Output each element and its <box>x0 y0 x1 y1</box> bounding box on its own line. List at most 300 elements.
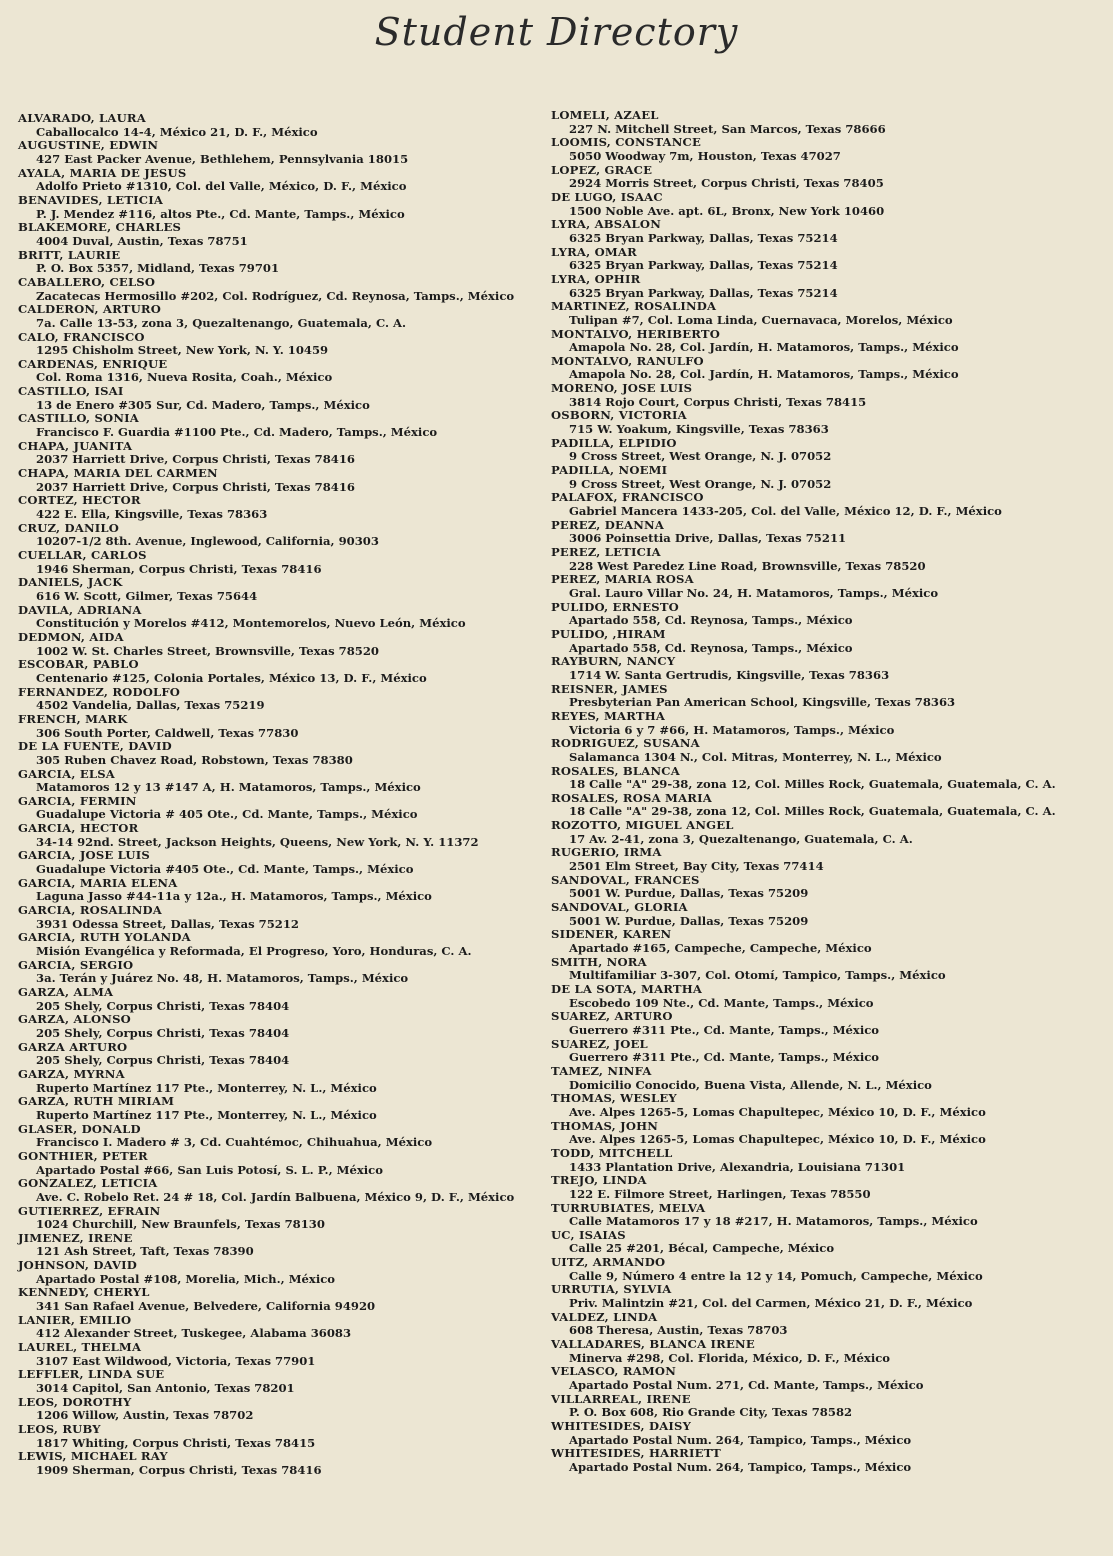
student-address: Apartado Postal #108, Morelia, Mich., México <box>36 1271 336 1286</box>
student-name: PADILLA, ELPIDIO <box>551 435 677 450</box>
directory-entry <box>18 331 514 358</box>
student-address: 2501 Elm Street, Bay City, Texas 77414 <box>569 859 824 874</box>
directory-entry <box>18 385 514 412</box>
student-name: THOMAS, WESLEY <box>551 1091 677 1106</box>
student-name: GONTHIER, PETER <box>18 1148 148 1163</box>
student-name: GONZALEZ, LETICIA <box>18 1176 158 1191</box>
student-address: Ave. C. Robelo Ret. 24 # 18, Col. Jardín Balbuena, México 9, D. F., México <box>36 1189 515 1204</box>
student-address: Presbyterian Pan American School, Kingsville, Texas 78363 <box>569 695 956 710</box>
student-address: Guadalupe Victoria # 405 Ote., Cd. Mante, Tamps., México <box>36 807 418 822</box>
directory-entry <box>551 846 1056 873</box>
directory-entry <box>18 768 514 795</box>
student-address: 5050 Woodway 7m, Houston, Texas 47027 <box>569 148 841 163</box>
directory-entry <box>18 1013 514 1040</box>
student-name: VALDEZ, LINDA <box>551 1309 658 1324</box>
student-name: RODRIGUEZ, SUSANA <box>551 736 700 751</box>
directory-entry <box>551 737 1056 764</box>
student-address: Gabriel Mancera 1433-205, Col. del Valle, México 12, D. F., México <box>569 504 1002 519</box>
student-name: PEREZ, MARIA ROSA <box>551 572 694 587</box>
directory-entry <box>551 300 1056 327</box>
directory-entry <box>551 928 1056 955</box>
student-address: Calle 25 #201, Bécal, Campeche, México <box>569 1241 835 1256</box>
student-name: URRUTIA, SYLVIA <box>551 1282 672 1297</box>
directory-entry <box>551 901 1056 928</box>
directory-entry <box>551 573 1056 600</box>
student-address: Priv. Malintzin #21, Col. del Carmen, México 21, D. F., México <box>569 1296 973 1311</box>
student-name: MARTINEZ, ROSALINDA <box>551 299 717 314</box>
student-name: CALO, FRANCISCO <box>18 329 145 344</box>
directory-entry <box>18 139 514 166</box>
student-name: PEREZ, LETICIA <box>551 545 661 559</box>
student-address: 1500 Noble Ave. apt. 6L, Bronx, New York 10460 <box>569 203 885 218</box>
student-name: KENNEDY, CHERYL <box>18 1285 150 1300</box>
student-name: GARCIA, MARIA ELENA <box>18 875 178 890</box>
student-name: ESCOBAR, PABLO <box>18 657 139 672</box>
directory-entry <box>18 576 514 603</box>
directory-entry <box>551 628 1056 655</box>
student-name: PULIDO, ,HIRAM <box>551 626 666 641</box>
student-address: Apartado Postal Num. 271, Cd. Mante, Tamps., México <box>569 1378 924 1393</box>
student-address: Apartado 558, Cd. Reynosa, Tamps., México <box>569 613 853 628</box>
directory-entry <box>551 1202 1056 1229</box>
student-name: LOOMIS, CONSTANCE <box>551 135 701 150</box>
directory-entry <box>551 491 1056 518</box>
directory-entry <box>551 218 1056 245</box>
student-address: Guerrero #311 Pte., Cd. Mante, Tamps., México <box>569 1050 880 1065</box>
directory-entry <box>18 1232 514 1259</box>
student-address: Ave. Alpes 1265-5, Lomas Chapultepec, México 10, D. F., México <box>569 1132 986 1147</box>
directory-entry <box>551 437 1056 464</box>
directory-entry <box>551 546 1056 573</box>
directory-entry <box>18 412 514 439</box>
directory-entry <box>18 1396 514 1423</box>
student-address: 341 San Rafael Avenue, Belvedere, California 94920 <box>36 1299 376 1314</box>
student-name: ROSALES, ROSA MARIA <box>551 790 712 805</box>
student-name: LYRA, ABSALON <box>551 217 662 232</box>
student-name: BRITT, LAURIE <box>18 247 121 262</box>
student-address: 205 Shely, Corpus Christi, Texas 78404 <box>36 998 290 1013</box>
student-address: Calle Matamoros 17 y 18 #217, H. Matamoros, Tamps., México <box>569 1214 978 1229</box>
directory-entry <box>551 328 1056 355</box>
student-name: SANDOVAL, FRANCES <box>551 872 700 887</box>
student-name: TREJO, LINDA <box>551 1173 647 1188</box>
directory-entry <box>18 1095 514 1122</box>
student-address: 18 Calle "A" 29-38, zona 12, Col. Milles Rock, Guatemala, Guatemala, C. A. <box>569 777 1056 792</box>
directory-entry <box>18 1368 514 1395</box>
student-address: 1206 Willow, Austin, Texas 78702 <box>36 1408 254 1423</box>
student-address: 228 West Paredez Line Road, Brownsville, Texas 78520 <box>569 558 926 573</box>
student-name: OSBORN, VICTORIA <box>551 408 687 423</box>
directory-entry <box>551 983 1056 1010</box>
directory-entry <box>551 710 1056 737</box>
student-name: BENAVIDES, LETICIA <box>18 192 164 207</box>
student-name: LOPEZ, GRACE <box>551 162 653 177</box>
directory-entry <box>551 191 1056 218</box>
student-address: 121 Ash Street, Taft, Texas 78390 <box>36 1244 254 1259</box>
student-name: LOMELI, AZAEL <box>551 108 659 122</box>
directory-entry <box>18 358 514 385</box>
student-name: DEDMON, AIDA <box>18 629 124 644</box>
student-name: GARCIA, JOSE LUIS <box>18 848 150 863</box>
student-address: 5001 W. Purdue, Dallas, Texas 75209 <box>569 886 809 901</box>
directory-entry <box>551 1174 1056 1201</box>
student-name: GARZA, ALMA <box>18 985 114 999</box>
directory-entry <box>551 1283 1056 1310</box>
directory-entry <box>551 601 1056 628</box>
directory-entry <box>18 1205 514 1232</box>
student-address: Apartado Postal #66, San Luis Potosí, S. L. P., México <box>36 1162 383 1177</box>
student-name: PALAFOX, FRANCISCO <box>551 490 704 505</box>
student-name: LEOS, RUBY <box>18 1422 101 1436</box>
student-name: REISNER, JAMES <box>551 681 668 696</box>
student-address: Adolfo Prieto #1310, Col. del Valle, México, D. F., México <box>36 179 407 194</box>
student-address: 122 E. Filmore Street, Harlingen, Texas 78550 <box>569 1186 871 1201</box>
student-name: DE LA FUENTE, DAVID <box>18 739 172 754</box>
student-address: 5001 W. Purdue, Dallas, Texas 75209 <box>569 913 809 928</box>
directory-entry <box>551 874 1056 901</box>
directory-column-left <box>18 112 514 1478</box>
directory-entry <box>18 959 514 986</box>
student-address: Victoria 6 y 7 #66, H. Matamoros, Tamps., México <box>569 722 895 737</box>
student-address: 1946 Sherman, Corpus Christi, Texas 78416 <box>36 561 322 576</box>
student-name: JIMENEZ, IRENE <box>18 1230 133 1245</box>
student-address: Apartado Postal Num. 264, Tampico, Tamps., México <box>569 1432 912 1447</box>
directory-entry <box>18 167 514 194</box>
student-name: RUGERIO, IRMA <box>551 845 662 860</box>
student-name: CUELLAR, CARLOS <box>18 548 147 562</box>
student-address: 305 Ruben Chavez Road, Robstown, Texas 78380 <box>36 752 353 767</box>
student-name: ALVARADO, LAURA <box>18 111 146 125</box>
student-address: Salamanca 1304 N., Col. Mitras, Monterrey, N. L., México <box>569 749 942 764</box>
student-name: LANIER, EMILIO <box>18 1312 132 1327</box>
student-name: GARCIA, ROSALINDA <box>18 903 162 918</box>
directory-entry <box>18 604 514 631</box>
student-name: FRENCH, MARK <box>18 711 128 726</box>
student-name: GARZA, ALONSO <box>18 1012 131 1027</box>
student-address: Laguna Jasso #44-11a y 12a., H. Matamoros, Tamps., México <box>36 889 432 904</box>
student-name: GUTIERREZ, EFRAIN <box>18 1203 161 1218</box>
student-address: Guerrero #311 Pte., Cd. Mante, Tamps., México <box>569 1022 880 1037</box>
student-name: MORENO, JOSE LUIS <box>551 381 693 396</box>
directory-entry <box>18 740 514 767</box>
student-address: 6325 Bryan Parkway, Dallas, Texas 75214 <box>569 258 838 273</box>
student-address: 9 Cross Street, West Orange, N. J. 07052 <box>569 449 832 464</box>
student-address: 1433 Plantation Drive, Alexandria, Louisiana 71301 <box>569 1159 906 1174</box>
student-address: Constitución y Morelos #412, Montemorelos, Nuevo León, México <box>36 616 466 631</box>
student-name: GLASER, DONALD <box>18 1121 141 1136</box>
student-address: 205 Shely, Corpus Christi, Texas 78404 <box>36 1025 290 1040</box>
directory-entry <box>551 464 1056 491</box>
student-address: 715 W. Yoakum, Kingsville, Texas 78363 <box>569 422 829 437</box>
student-address: P. J. Mendez #116, altos Pte., Cd. Mante, Tamps., México <box>36 206 405 221</box>
student-name: GARZA ARTURO <box>18 1039 128 1054</box>
directory-entry <box>18 904 514 931</box>
student-name: VALLADARES, BLANCA IRENE <box>551 1337 755 1352</box>
student-address: Matamoros 12 y 13 #147 A, H. Matamoros, Tamps., México <box>36 780 421 795</box>
student-address: Amapola No. 28, Col. Jardín, H. Matamoros, Tamps., México <box>569 340 959 355</box>
student-name: SANDOVAL, GLORIA <box>551 900 688 915</box>
directory-entry <box>18 440 514 467</box>
student-name: SUAREZ, JOEL <box>551 1036 648 1051</box>
student-name: PADILLA, NOEMI <box>551 463 668 478</box>
student-name: DAVILA, ADRIANA <box>18 602 142 617</box>
student-address: P. O. Box 5357, Midland, Texas 79701 <box>36 261 280 276</box>
directory-entry <box>18 1286 514 1313</box>
student-name: GARCIA, FERMIN <box>18 793 137 808</box>
directory-entry <box>551 519 1056 546</box>
student-address: 1295 Chisholm Street, New York, N. Y. 10459 <box>36 343 329 358</box>
student-name: DE LA SOTA, MARTHA <box>551 982 703 996</box>
directory-entry <box>18 1450 514 1477</box>
directory-entry <box>18 1150 514 1177</box>
directory-entry <box>551 109 1056 136</box>
page-title: Student Directory <box>374 10 739 54</box>
student-address: 18 Calle "A" 29-38, zona 12, Col. Milles Rock, Guatemala, Guatemala, C. A. <box>569 804 1056 819</box>
student-name: DANIELS, JACK <box>18 575 123 590</box>
student-name: CHAPA, MARIA DEL CARMEN <box>18 466 218 481</box>
student-name: REYES, MARTHA <box>551 708 666 723</box>
student-name: WHITESIDES, HARRIETT <box>551 1446 721 1461</box>
directory-entry <box>551 273 1056 300</box>
directory-entry <box>18 1259 514 1286</box>
student-name: CASTILLO, ISAI <box>18 384 124 399</box>
directory-entry <box>551 136 1056 163</box>
directory-entry <box>18 1041 514 1068</box>
student-address: Ruperto Martínez 117 Pte., Monterrey, N. L., México <box>36 1080 377 1095</box>
student-name: ROZOTTO, MIGUEL ANGEL <box>551 818 734 833</box>
directory-entry <box>551 1365 1056 1392</box>
student-name: LEOS, DOROTHY <box>18 1394 132 1409</box>
student-address: Ruperto Martínez 117 Pte., Monterrey, N. L., México <box>36 1107 377 1122</box>
student-name: UC, ISAIAS <box>551 1227 626 1242</box>
directory-entry <box>18 795 514 822</box>
directory-entry <box>551 1338 1056 1365</box>
student-name: CORTEZ, HECTOR <box>18 493 141 508</box>
student-address: Tulipan #7, Col. Loma Linda, Cuernavaca, Morelos, México <box>569 312 953 327</box>
directory-entry <box>551 1420 1056 1447</box>
student-name: VELASCO, RAMON <box>551 1364 677 1379</box>
student-name: SMITH, NORA <box>551 954 647 969</box>
directory-entry <box>551 683 1056 710</box>
directory-entry <box>551 1256 1056 1283</box>
directory-entry <box>18 549 514 576</box>
directory-entry <box>18 221 514 248</box>
student-address: Col. Roma 1316, Nueva Rosita, Coah., México <box>36 370 333 385</box>
directory-entry <box>18 686 514 713</box>
directory-column-right <box>551 109 1056 1475</box>
directory-entry <box>18 1341 514 1368</box>
directory-entry <box>18 467 514 494</box>
student-name: CASTILLO, SONIA <box>18 411 139 426</box>
student-address: 4004 Duval, Austin, Texas 78751 <box>36 233 248 248</box>
student-address: 1002 W. St. Charles Street, Brownsville, Texas 78520 <box>36 643 379 658</box>
student-name: CALDERON, ARTURO <box>18 302 162 317</box>
student-address: 10207-1/2 8th. Avenue, Inglewood, California, 90303 <box>36 534 379 549</box>
student-address: 205 Shely, Corpus Christi, Texas 78404 <box>36 1053 290 1068</box>
student-address: 1024 Churchill, New Braunfels, Texas 78130 <box>36 1217 325 1232</box>
student-name: GARZA, MYRNA <box>18 1066 125 1081</box>
student-address: 13 de Enero #305 Sur, Cd. Madero, Tamps., México <box>36 397 370 412</box>
directory-entry <box>551 819 1056 846</box>
student-name: DE LUGO, ISAAC <box>551 189 663 204</box>
student-address: Amapola No. 28, Col. Jardín, H. Matamoros, Tamps., México <box>569 367 959 382</box>
student-name: GARCIA, SERGIO <box>18 957 134 972</box>
student-address: Caballocalco 14-4, México 21, D. F., México <box>36 124 318 139</box>
student-address: 227 N. Mitchell Street, San Marcos, Texas 78666 <box>569 121 886 136</box>
student-name: AYALA, MARIA DE JESUS <box>18 165 187 180</box>
student-address: 422 E. Ella, Kingsville, Texas 78363 <box>36 507 268 522</box>
directory-entry <box>18 194 514 221</box>
student-address: 6325 Bryan Parkway, Dallas, Texas 75214 <box>569 230 838 245</box>
directory-entry <box>551 1229 1056 1256</box>
directory-entry <box>18 522 514 549</box>
student-address: 34-14 92nd. Street, Jackson Heights, Queens, New York, N. Y. 11372 <box>36 834 479 849</box>
student-name: FERNANDEZ, RODOLFO <box>18 684 181 699</box>
student-address: Escobedo 109 Nte., Cd. Mante, Tamps., México <box>569 995 874 1010</box>
directory-entry <box>18 822 514 849</box>
student-name: VILLARREAL, IRENE <box>551 1391 691 1406</box>
directory-entry <box>551 246 1056 273</box>
student-name: GARCIA, HECTOR <box>18 821 139 836</box>
student-name: GARCIA, ELSA <box>18 766 116 781</box>
student-address: Gral. Lauro Villar No. 24, H. Matamoros, Tamps., México <box>569 585 939 600</box>
student-address: 4502 Vandelia, Dallas, Texas 75219 <box>36 698 265 713</box>
student-name: LEWIS, MICHAEL RAY <box>18 1449 168 1464</box>
student-address: 608 Theresa, Austin, Texas 78703 <box>569 1323 788 1338</box>
student-address: 3814 Rojo Court, Corpus Christi, Texas 78415 <box>569 394 867 409</box>
student-name: LEFFLER, LINDA SUE <box>18 1367 165 1382</box>
directory-entry <box>18 1423 514 1450</box>
student-address: Minerva #298, Col. Florida, México, D. F., México <box>569 1350 891 1365</box>
student-address: 1909 Sherman, Corpus Christi, Texas 78416 <box>36 1462 322 1477</box>
directory-entry <box>18 1123 514 1150</box>
directory-entry <box>18 1068 514 1095</box>
directory-entry <box>18 303 514 330</box>
directory-entry <box>18 713 514 740</box>
student-address: Apartado 558, Cd. Reynosa, Tamps., México <box>569 640 853 655</box>
student-name: GARCIA, RUTH YOLANDA <box>18 930 191 945</box>
directory-entry <box>18 249 514 276</box>
student-address: 9 Cross Street, West Orange, N. J. 07052 <box>569 476 832 491</box>
student-name: PULIDO, ERNESTO <box>551 599 679 614</box>
student-address: Multifamiliar 3-307, Col. Otomí, Tampico, Tamps., México <box>569 968 946 983</box>
directory-entry <box>551 1120 1056 1147</box>
student-address: 6325 Bryan Parkway, Dallas, Texas 75214 <box>569 285 838 300</box>
student-address: Apartado Postal Num. 264, Tampico, Tamps., México <box>569 1459 912 1474</box>
student-name: CARDENAS, ENRIQUE <box>18 356 168 371</box>
student-address: 3006 Poinsettia Drive, Dallas, Texas 75211 <box>569 531 847 546</box>
student-address: Francisco F. Guardia #1100 Pte., Cd. Madero, Tamps., México <box>36 425 438 440</box>
student-name: AUGUSTINE, EDWIN <box>18 138 159 153</box>
student-address: 616 W. Scott, Gilmer, Texas 75644 <box>36 588 258 603</box>
directory-entry <box>18 112 514 139</box>
student-name: BLAKEMORE, CHARLES <box>18 220 182 235</box>
directory-entry <box>551 355 1056 382</box>
student-address: 3014 Capitol, San Antonio, Texas 78201 <box>36 1381 295 1396</box>
directory-entry <box>18 658 514 685</box>
student-address: Francisco I. Madero # 3, Cd. Cuahtémoc, Chihuahua, México <box>36 1135 433 1150</box>
student-name: RAYBURN, NANCY <box>551 654 676 669</box>
directory-entry <box>551 1447 1056 1474</box>
student-address: Misión Evangélica y Reformada, El Progreso, Yoro, Honduras, C. A. <box>36 944 472 959</box>
directory-entry <box>551 792 1056 819</box>
student-name: MONTALVO, RANULFO <box>551 353 704 368</box>
student-address: 427 East Packer Avenue, Bethlehem, Pennsylvania 18015 <box>36 151 409 166</box>
student-address: Zacatecas Hermosillo #202, Col. Rodríguez, Cd. Reynosa, Tamps., México <box>36 288 515 303</box>
directory-entry <box>551 1092 1056 1119</box>
directory-entry <box>18 1177 514 1204</box>
student-name: MONTALVO, HERIBERTO <box>551 326 721 341</box>
student-address: 306 South Porter, Caldwell, Texas 77830 <box>36 725 299 740</box>
student-address: Apartado #165, Campeche, Campeche, México <box>569 941 872 956</box>
directory-entry <box>551 1311 1056 1338</box>
directory-entry <box>18 931 514 958</box>
directory-entry <box>18 631 514 658</box>
directory-entry <box>18 849 514 876</box>
student-name: TODD, MITCHELL <box>551 1145 673 1160</box>
student-name: TURRUBIATES, MELVA <box>551 1200 706 1215</box>
student-name: TAMEZ, NINFA <box>551 1063 652 1078</box>
directory-entry <box>551 1393 1056 1420</box>
student-name: LAUREL, THELMA <box>18 1340 142 1355</box>
student-name: SUAREZ, ARTURO <box>551 1009 673 1024</box>
directory-entry <box>551 1010 1056 1037</box>
directory-entry <box>18 494 514 521</box>
student-name: LYRA, OMAR <box>551 244 637 259</box>
student-address: 3a. Terán y Juárez No. 48, H. Matamoros, Tamps., México <box>36 971 409 986</box>
directory-entry <box>551 956 1056 983</box>
student-address: 1817 Whiting, Corpus Christi, Texas 78415 <box>36 1435 316 1450</box>
student-name: PEREZ, DEANNA <box>551 517 665 532</box>
directory-entry <box>551 655 1056 682</box>
directory-entry <box>551 765 1056 792</box>
student-name: LYRA, OPHIR <box>551 271 641 286</box>
directory-entry <box>551 1038 1056 1065</box>
student-address: 412 Alexander Street, Tuskegee, Alabama 36083 <box>36 1326 352 1341</box>
student-name: CHAPA, JUANITA <box>18 438 133 453</box>
directory-entry <box>18 877 514 904</box>
student-address: 7a. Calle 13-53, zona 3, Quezaltenango, Guatemala, C. A. <box>36 315 407 330</box>
student-address: 3107 East Wildwood, Victoria, Texas 77901 <box>36 1353 316 1368</box>
directory-entry <box>551 1147 1056 1174</box>
student-address: Guadalupe Victoria #405 Ote., Cd. Mante, Tamps., México <box>36 862 414 877</box>
student-address: Domicilio Conocido, Buena Vista, Allende, N. L., México <box>569 1077 932 1092</box>
student-address: Centenario #125, Colonia Portales, México 13, D. F., México <box>36 670 427 685</box>
student-name: JOHNSON, DAVID <box>18 1258 138 1273</box>
student-name: THOMAS, JOHN <box>551 1118 659 1133</box>
student-name: UITZ, ARMANDO <box>551 1255 666 1270</box>
directory-entry <box>551 1065 1056 1092</box>
student-address: 2037 Harriett Drive, Corpus Christi, Texas 78416 <box>36 452 355 467</box>
directory-entry <box>551 409 1056 436</box>
directory-entry <box>551 164 1056 191</box>
directory-entry <box>551 382 1056 409</box>
student-address: Calle 9, Número 4 entre la 12 y 14, Pomuch, Campeche, México <box>569 1268 983 1283</box>
student-address: 3931 Odessa Street, Dallas, Texas 75212 <box>36 916 299 931</box>
student-name: SIDENER, KAREN <box>551 927 672 942</box>
student-address: 1714 W. Santa Gertrudis, Kingsville, Texas 78363 <box>569 667 890 682</box>
student-name: CRUZ, DANILO <box>18 520 120 535</box>
student-name: CABALLERO, CELSO <box>18 274 156 289</box>
directory-entry <box>18 1314 514 1341</box>
directory-entry <box>18 276 514 303</box>
directory-entry <box>18 986 514 1013</box>
student-address: 2037 Harriett Drive, Corpus Christi, Texas 78416 <box>36 479 355 494</box>
student-address: 17 Av. 2-41, zona 3, Quezaltenango, Guatemala, C. A. <box>569 831 913 846</box>
student-address: P. O. Box 608, Rio Grande City, Texas 78582 <box>569 1405 853 1420</box>
student-name: GARZA, RUTH MIRIAM <box>18 1094 175 1109</box>
student-address: 2924 Morris Street, Corpus Christi, Texas 78405 <box>569 176 884 191</box>
